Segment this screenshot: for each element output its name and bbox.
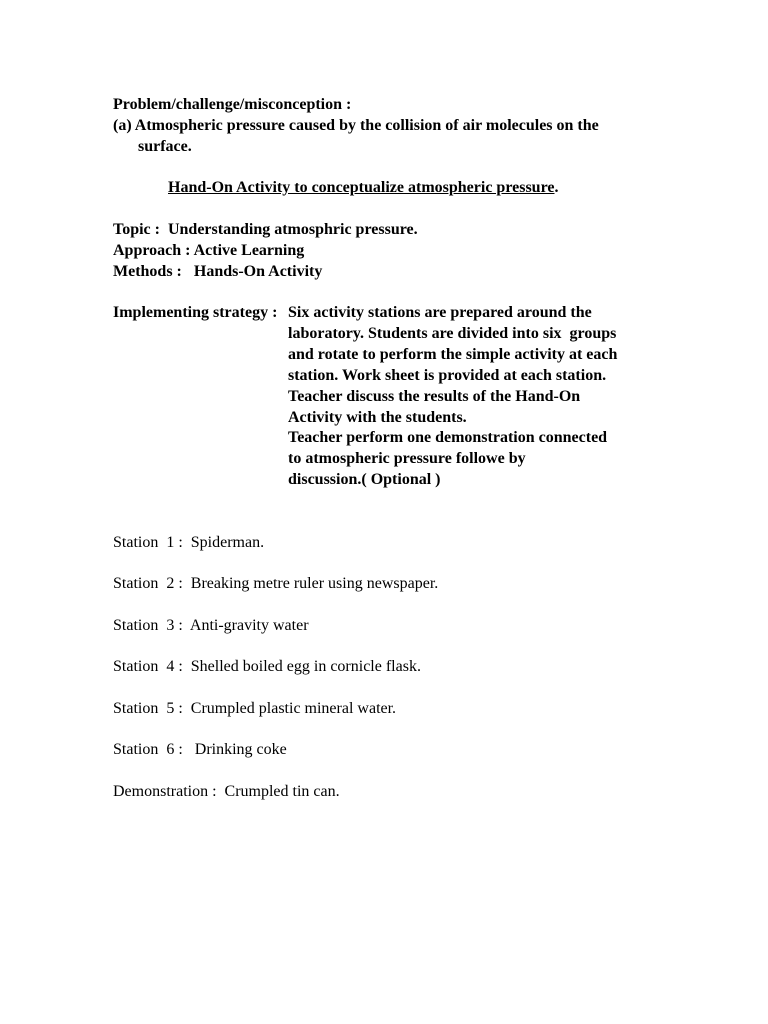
station-item: Station 6 : Drinking coke: [113, 741, 287, 758]
strategy-line: and rotate to perform the simple activity at each: [288, 346, 618, 363]
strategy-line: to atmospheric pressure followe by: [288, 450, 526, 467]
station-item: Station 4 : Shelled boiled egg in cornicle flask.: [113, 658, 421, 675]
problem-item-line1: (a) Atmospheric pressure caused by the collision of air molecules on the: [113, 117, 599, 134]
methods-line: Methods : Hands-On Activity: [113, 263, 323, 280]
activity-title-text: Hand-On Activity to conceptualize atmospheric pressure: [168, 179, 555, 196]
strategy-line: Teacher discuss the results of the Hand-On: [288, 388, 581, 405]
strategy-line: discussion.( Optional ): [288, 471, 441, 488]
station-item: Station 3 : Anti-gravity water: [113, 617, 309, 634]
strategy-line: laboratory. Students are divided into six groups: [288, 325, 617, 342]
station-item: Station 2 : Breaking metre ruler using newspaper.: [113, 575, 439, 592]
strategy-line: Activity with the students.: [288, 409, 467, 426]
strategy-line: Six activity stations are prepared around the: [288, 304, 592, 321]
problem-heading: Problem/challenge/misconception :: [113, 96, 352, 113]
activity-title-period: .: [554, 179, 559, 196]
problem-item-line2: surface.: [138, 138, 192, 155]
approach-line: Approach : Active Learning: [113, 242, 305, 259]
station-item: Station 5 : Crumpled plastic mineral water.: [113, 700, 397, 717]
activity-title: [168, 178, 559, 198]
topic-line: Topic : Understanding atmosphric pressure.: [113, 221, 418, 238]
demonstration-line: Demonstration : Crumpled tin can.: [113, 783, 340, 800]
strategy-label: Implementing strategy :: [113, 304, 278, 321]
station-item: Station 1 : Spiderman.: [113, 534, 265, 551]
strategy-line: station. Work sheet is provided at each station.: [288, 367, 607, 384]
strategy-line: Teacher perform one demonstration connected: [288, 429, 608, 446]
